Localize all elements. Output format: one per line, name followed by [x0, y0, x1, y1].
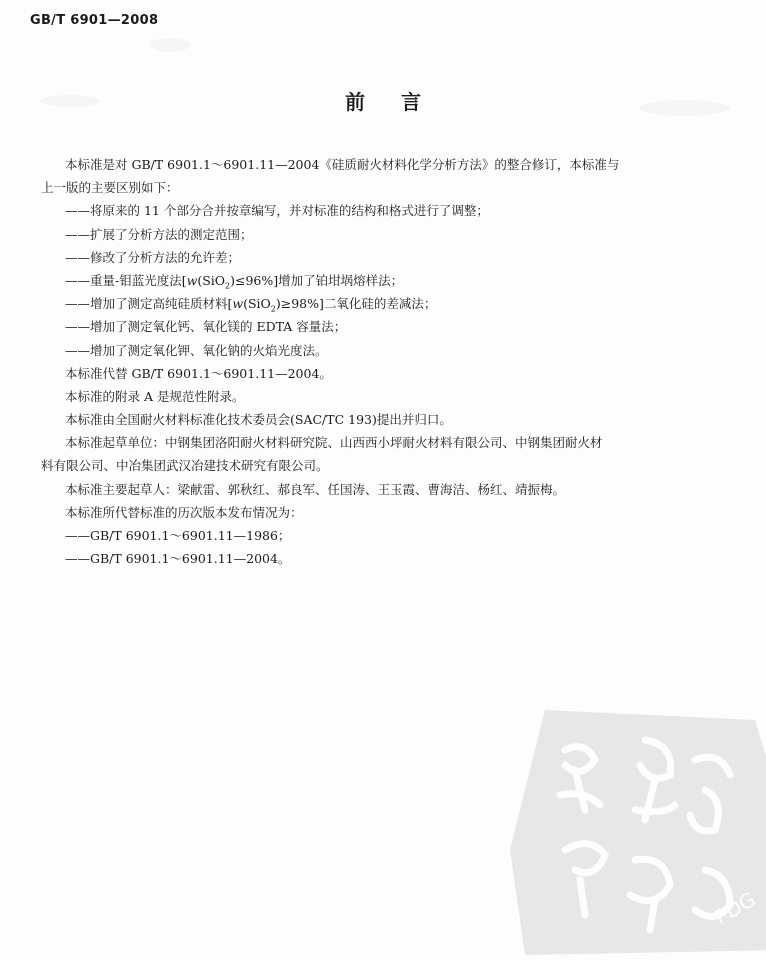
history-item: ——GB/T 6901.1～6901.11—1986；: [65, 528, 291, 543]
paragraph-replaces: 本标准代替 GB/T 6901.1～6901.11—2004。: [65, 365, 332, 381]
standard-code: GB/T 6901—2008: [30, 13, 159, 28]
mass-fraction-symbol: w: [232, 296, 244, 312]
change-item: [41, 292, 721, 315]
change-item-text: ——重量-钼蓝光度法[: [65, 272, 187, 288]
paragraph-proposed-by: 本标准由全国耐火材料标准化技术委员会(SAC/TC 193)提出并归口。: [65, 412, 452, 428]
change-item: ——将原来的 11 个部分合并按章编写，并对标准的结构和格式进行了调整；: [65, 203, 489, 219]
seal-label: PDG: [710, 887, 760, 930]
library-seal-watermark: [505, 700, 766, 960]
scan-smudge: [150, 38, 190, 52]
change-item: [41, 269, 721, 292]
change-item-text: ——增加了测定高纯硅质材料[: [65, 296, 233, 312]
change-item-text: (SiO: [243, 296, 271, 312]
paragraph-intro-line-1: 本标准是对 GB/T 6901.1～6901.11—2004《硅质耐火材料化学分析方法》的整合修订，本标准与: [65, 157, 620, 172]
change-item: ——扩展了分析方法的测定范围；: [65, 226, 253, 242]
history-item: ——GB/T 6901.1～6901.11—2004。: [65, 551, 291, 567]
paragraph-drafting-units-line-2: 料有限公司、中冶集团武汉冶建技术研究有限公司。: [41, 458, 329, 474]
page-title: 前言: [345, 90, 457, 114]
subscript: 2: [225, 281, 231, 291]
paragraph-drafters: 本标准主要起草人：梁献雷、郭秋红、郝良军、任国涛、王玉霞、曹海洁、杨红、靖振梅。: [65, 481, 566, 497]
mass-fraction-symbol: w: [186, 272, 198, 288]
subscript: 2: [270, 304, 276, 314]
paragraph-appendix: 本标准的附录 A 是规范性附录。: [65, 388, 245, 404]
paragraph-history-intro: 本标准所代替标准的历次版本发布情况为：: [65, 504, 303, 520]
change-item: ——增加了测定氧化钾、氧化钠的火焰光度法。: [65, 342, 328, 358]
document-body: [41, 153, 721, 570]
change-item-text: )≤96%]增加了铂坩埚熔样法；: [230, 272, 404, 288]
change-item-text: )≥98%]二氧化硅的差减法；: [275, 296, 437, 312]
change-item: ——增加了测定氧化钙、氧化镁的 EDTA 容量法；: [65, 319, 347, 335]
change-item-text: (SiO: [197, 272, 225, 288]
paragraph-intro-line-2: 上一版的主要区别如下：: [41, 180, 179, 196]
change-item: ——修改了分析方法的允许差；: [65, 249, 241, 265]
paragraph-drafting-units-line-1: 本标准起草单位：中钢集团洛阳耐火材料研究院、山西西小坪耐火材料有限公司、中钢集团耐火材: [65, 435, 603, 451]
